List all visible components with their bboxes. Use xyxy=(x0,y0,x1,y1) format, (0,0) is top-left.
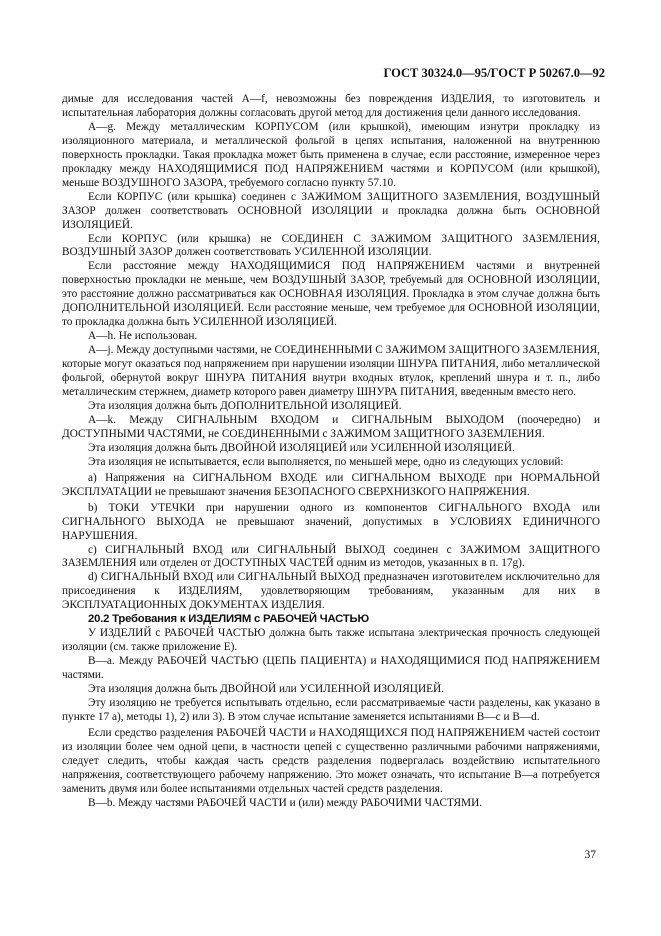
paragraph-section-intro: У ИЗДЕЛИЙ с РАБОЧЕЙ ЧАСТЬЮ должна быть также испытана электрическая прочность следующей изоляции (см. также приложение Е). xyxy=(62,627,600,654)
paragraph-conditions: Эта изоляция не испытывается, если выполняется, по меньшей мере, одно из следующих условий: xyxy=(88,455,564,468)
section-heading-20-2: 20.2 Требования к ИЗДЕЛИЯМ с РАБОЧЕЙ ЧАСТЬЮ xyxy=(88,613,369,626)
paragraph-housing-not-grounded: Если КОРПУС (или крышка) не СОЕДИНЕН С ЗАЖИМОМ ЗАЩИТНОГО ЗАЗЕМЛЕНИЯ, ВОЗДУШНЫЙ ЗАЗОР должен соответствовать УСИЛЕННОЙ ИЗОЛЯЦИИ. xyxy=(62,232,600,259)
condition-c: c) СИГНАЛЬНЫЙ ВХОД или СИГНАЛЬНЫЙ ВЫХОД соединен с ЗАЖИМОМ ЗАЩИТНОГО ЗАЗЕМЛЕНИЯ или отделен от ДОСТУПНЫХ ЧАСТЕЙ одним из методов, указанных в п. 17g). xyxy=(62,543,600,570)
paragraph-housing-grounded: Если КОРПУС (или крышка) соединен с ЗАЖИМОМ ЗАЩИТНОГО ЗАЗЕМЛЕНИЯ, ВОЗДУШНЫЙ ЗАЗОР должен соответствовать ОСНОВНОЙ ИЗОЛЯЦИИ и прокладка должна быть ОСНОВНОЙ ИЗОЛЯЦИЕЙ. xyxy=(62,190,600,231)
doc-number-header: ГОСТ 30324.0—95/ГОСТ Р 50267.0—92 xyxy=(383,66,605,80)
paragraph-a-k: A—k. Между СИГНАЛЬНЫМ ВХОДОМ и СИГНАЛЬНЫМ ВЫХОДОМ (поочередно) и ДОСТУПНЫМИ ЧАСТЯМИ, не СОЕДИНЕННЫМИ с ЗАЖИМОМ ЗАЩИТНОГО ЗАЗЕМЛЕНИЯ. xyxy=(62,413,600,440)
page-number: 37 xyxy=(584,849,596,861)
paragraph-b-a-insulation: Эта изоляция должна быть ДВОЙНОЙ или УСИЛЕННОЙ ИЗОЛЯЦИЕЙ. xyxy=(88,683,445,696)
paragraph-a-j: A—j. Между доступными частями, не СОЕДИНЕННЫМИ С ЗАЖИМОМ ЗАЩИТНОГО ЗАЗЕМЛЕНИЯ, которые могут оказаться под напряжением при нарушении изоляции ШНУРА ПИТАНИЯ, либо металлической фольгой, обернутой вокруг ШНУРА ПИТАНИЯ внутри входных втулок, креплений шнура и т. п., либо металлическим стержнем, диаметр которого равен диаметру ШНУРА ПИТАНИЯ, введенным вместо него. xyxy=(62,344,600,399)
condition-d: d) СИГНАЛЬНЫЙ ВХОД или СИГНАЛЬНЫЙ ВЫХОД предназначен изготовителем исключительно для присоединения к ИЗДЕЛИЯМ, удовлетворяющим требованиям, указанным для них в ЭКСПЛУАТАЦИОННЫХ ДОКУМЕНТАХ ИЗДЕЛИЯ. xyxy=(62,571,600,612)
paragraph-supplementary: Эта изоляция должна быть ДОПОЛНИТЕЛЬНОЙ ИЗОЛЯЦИЕЙ. xyxy=(88,399,402,412)
paragraph-distance: Если расстояние между НАХОДЯЩИМИСЯ ПОД НАПРЯЖЕНИЕМ частями и внутренней поверхностью прокладки не меньше, чем ВОЗДУШНЫЙ ЗАЗОР, требуемый для ОСНОВНОЙ ИЗОЛЯЦИИ, это расстояние должно рассматриваться как ОСНОВНАЯ ИЗОЛЯЦИЯ. Прокладка в этом случае должна быть ДОПОЛНИТЕЛЬНОЙ ИЗОЛЯЦИЕЙ. Если расстояние меньше, чем требуемое для ОСНОВНОЙ ИЗОЛЯЦИИ, то прокладка должна быть УСИЛЕННОЙ ИЗОЛЯЦИЕЙ. xyxy=(62,260,600,329)
paragraph-separation-means: Если средство разделения РАБОЧЕЙ ЧАСТИ и НАХОДЯЩИХСЯ ПОД НАПРЯЖЕНИЕМ частей состоит из изоляции более чем одной цепи, в частности цепей с существенно различными рабочими напряжениями, следует следить, чтобы каждая часть средств разделения подвергалась воздействию испытательного напряжения, соответствующего рабочему напряжению. Это может означать, что испытание B—a потребуется заменить двумя или более испытаниями отдельных частей средств разделения. xyxy=(62,726,600,795)
paragraph-a-h: A—h. Не использован. xyxy=(88,330,198,343)
paragraph-continuation: димые для исследования частей A—f, невозможны без повреждения ИЗДЕЛИЯ, то изготовитель и испытательная лаборатория должны согласовать другой метод для достижения цели данного исследования. xyxy=(62,93,600,119)
paragraph-double-insulation: Эта изоляция должна быть ДВОЙНОЙ ИЗОЛЯЦИЕЙ или УСИЛЕННОЙ ИЗОЛЯЦИЕЙ. xyxy=(88,441,515,454)
paragraph-b-a: B—a. Между РАБОЧЕЙ ЧАСТЬЮ (ЦЕПЬ ПАЦИЕНТА) и НАХОДЯЩИМИСЯ ПОД НАПРЯЖЕНИЕМ частями. xyxy=(62,655,600,682)
paragraph-a-g: A—g. Между металлическим КОРПУСОМ (или крышкой), имеющим изнутри прокладку из изоляционного материала, и металлической фольгой в цепях испытания, наложенной на внутреннюю поверхность прокладки. Такая прокладка может быть применена в случае, если расстояние, измеренное через прокладку между НАХОДЯЩИМИСЯ ПОД НАПРЯЖЕНИЕМ частями и КОРПУСОМ (или крышкой), меньше ВОЗДУШНОГО ЗАЗОРА, требуемого согласно пункту 57.10. xyxy=(62,120,600,189)
paragraph-b-b: B—b. Между частями РАБОЧЕЙ ЧАСТИ и (или) между РАБОЧИМИ ЧАСТЯМИ. xyxy=(88,796,483,809)
condition-b: b) ТОКИ УТЕЧКИ при нарушении одного из компонентов СИГНАЛЬНОГО ВХОДА или СИГНАЛЬНОГО ВЫХОДА не превышают значений, допустимых в УСЛОВИЯХ ЕДИНИЧНОГО НАРУШЕНИЯ. xyxy=(62,501,600,542)
document-body xyxy=(62,93,600,811)
paragraph-b-a-exemption: Эту изоляцию не требуется испытывать отдельно, если рассматриваемые части разделены, как указано в пункте 17 а), методы 1), 2) или 3). В этом случае испытание заменяется испытаниями B—c и B—d. xyxy=(62,696,600,723)
condition-a: a) Напряжения на СИГНАЛЬНОМ ВХОДЕ или СИГНАЛЬНОМ ВЫХОДЕ при НОРМАЛЬНОЙ ЭКСПЛУАТАЦИИ не превышают значения БЕЗОПАСНОГО СВЕРХНИЗКОГО НАПРЯЖЕНИЯ. xyxy=(62,471,600,498)
